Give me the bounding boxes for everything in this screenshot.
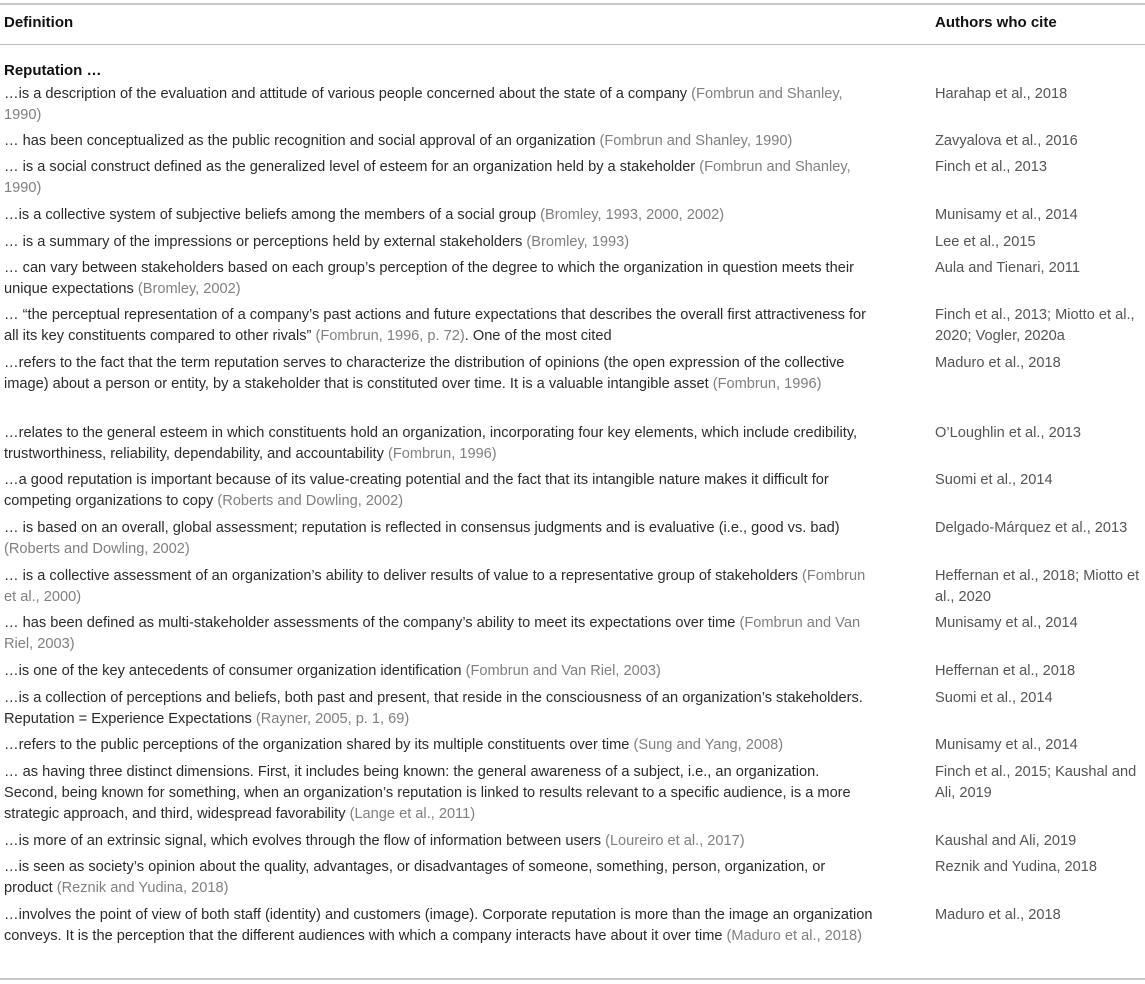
definition-cell [4,258,874,300]
citation: (Bromley, 1993) [526,234,630,250]
definition-cell [4,232,874,253]
definition-cell [4,205,874,226]
citation: (Loureiro et al., 2017) [605,833,745,849]
citation: (Sung and Yang, 2008) [633,737,784,753]
column-header-authors: Authors who cite [935,14,1057,31]
authors-cell: Suomi et al., 2014 [935,472,1053,488]
citation: (Roberts and Dowling, 2002) [4,541,190,558]
table-bottom-rule [0,978,1145,980]
authors-cell: Maduro et al., 2018 [935,355,1061,371]
definition-text: … as having three distinct dimensions. First, it includes being known: the general awareness of a subject, i.e., an organization. Second, being known for something, when an organization’s reputation is linked to results relevant to a specific audience, is a more strategic approach, and third, widespread favorability [4,764,851,823]
citation: (Reznik and Yudina, 2018) [56,880,229,897]
citation: (Fombrun, 1996) [387,446,497,463]
definition-cell [4,762,874,826]
definition-cell [4,566,874,608]
definition-cell [4,661,874,682]
definition-text: … has been defined as multi-stakeholder assessments of the company’s ability to meet its expectations over time [4,615,740,631]
definition-text: …is a collection of perceptions and beliefs, both past and present, that reside in the consciousness of an organization’s stakeholders. Reputation = Experience Expectations [4,690,863,728]
table-top-rule [0,3,1145,5]
definition-text: … can vary between stakeholders based on each group’s perception of the degree to which the organization in question meets their unique expectations [4,260,854,298]
definition-text: …is seen as society’s opinion about the quality, advantages, or disadvantages of someone, something, person, organization, or product [4,859,826,897]
definition-cell [4,353,874,395]
citation: (Fombrun and Van Riel, 2003) [4,615,861,653]
definition-text: …involves the point of view of both staff (identity) and customers (image). Corporate reputation is more than the image an organization conveys. It is the perception that the different audiences with which a company interacts have about it over time [4,907,873,945]
authors-cell: Maduro et al., 2018 [935,907,1061,923]
authors-cell: O’Loughlin et al., 2013 [935,425,1082,441]
definition-text: …is a collective system of subjective beliefs among the members of a social group [4,207,541,223]
definition-text: …is more of an extrinsic signal, which evolves through the flow of information between users [4,833,606,849]
authors-cell: Heffernan et al., 2018 [935,663,1076,679]
header-rule [0,44,1145,45]
section-label: Reputation … [4,62,102,79]
authors-cell: Delgado-Márquez et al., 2013 [935,520,1128,536]
authors-cell: Munisamy et al., 2014 [935,737,1078,753]
definition-text: … is based on an overall, global assessment; reputation is reflected in consensus judgments and is evaluative (i.e., good vs. bad) [4,520,840,536]
column-header-definition: Definition [4,14,74,31]
definition-text: …is one of the key antecedents of consumer organization identification [4,663,466,679]
definition-text: … has been conceptualized as the public recognition and social approval of an organization [4,133,600,149]
definition-cell [4,470,874,512]
citation: (Fombrun and Shanley, 1990) [599,133,793,149]
definition-text: … “the perceptual representation of a company’s past actions and future expectations that describes the overall first attractiveness for all its key constituents compared to other rivals” [4,307,867,345]
definition-text: …refers to the public perceptions of the organization shared by its multiple constituents over time [4,737,634,753]
authors-cell: Reznik and Yudina, 2018 [935,859,1098,875]
citation: (Bromley, 2002) [137,281,241,298]
definition-text-tail: . One of the most cited [464,328,612,345]
authors-cell: Finch et al., 2013 [935,159,1047,175]
definition-cell [4,423,874,465]
definition-text: …a good reputation is important because of its value-creating potential and the fact that its intangible nature makes it difficult for competing organizations to copy [4,472,829,510]
citation: (Rayner, 2005, p. 1, 69) [255,711,410,728]
authors-cell: Lee et al., 2015 [935,234,1036,250]
definition-cell [4,613,874,655]
definition-text: … is a summary of the impressions or perceptions held by external stakeholders [4,234,527,250]
citation: (Fombrun and Van Riel, 2003) [465,663,661,679]
authors-cell: Munisamy et al., 2014 [935,207,1078,223]
definition-cell [4,857,874,899]
citation: (Roberts and Dowling, 2002) [217,493,404,510]
authors-cell: Munisamy et al., 2014 [935,615,1078,631]
definition-cell [4,688,874,730]
definition-text: … is a social construct defined as the generalized level of esteem for an organization held by a stakeholder [4,159,700,175]
citation: (Maduro et al., 2018) [726,928,863,945]
definition-cell [4,905,874,947]
definition-cell [4,305,874,347]
authors-cell: Kaushal and Ali, 2019 [935,833,1077,849]
authors-cell: Heffernan et al., 2018; Miotto et al., 2020 [935,568,1140,606]
definition-text: …refers to the fact that the term reputation serves to characterize the distribution of opinions (the open expression of the collective image) about a person or entity, by a stakeholder that is constituted over time. It is a valuable intangible asset [4,355,845,393]
citation: (Lange et al., 2011) [349,806,476,823]
authors-cell: Finch et al., 2015; Kaushal and Ali, 2019 [935,764,1137,802]
authors-cell: Zavyalova et al., 2016 [935,133,1078,149]
authors-cell: Suomi et al., 2014 [935,690,1053,706]
definition-cell [4,131,874,152]
definition-cell [4,84,874,126]
citation: (Fombrun and Shanley, 1990) [4,159,851,197]
definition-cell [4,157,874,199]
authors-cell: Aula and Tienari, 2011 [935,260,1080,276]
definition-text: … is a collective assessment of an organization’s ability to deliver results of value to a representative group of stakeholders [4,568,802,584]
definition-cell [4,831,874,852]
definition-text: …is a description of the evaluation and attitude of various people concerned about the state of a company [4,86,692,102]
citation: (Fombrun and Shanley, 1990) [4,86,843,124]
authors-cell: Finch et al., 2013; Miotto et al., 2020; Vogler, 2020a [935,307,1135,345]
citation: (Fombrun, 1996, p. 72) [315,328,465,345]
definition-cell [4,518,874,560]
citation: (Fombrun et al., 2000) [4,568,866,606]
citation: (Bromley, 1993, 2000, 2002) [540,207,725,223]
definition-text: …relates to the general esteem in which constituents hold an organization, incorporating four key elements, which include credibility, trustworthiness, reliability, dependability, and accountability [4,425,858,463]
citation: (Fombrun, 1996) [712,376,822,393]
definition-cell [4,735,874,756]
authors-cell: Harahap et al., 2018 [935,86,1068,102]
